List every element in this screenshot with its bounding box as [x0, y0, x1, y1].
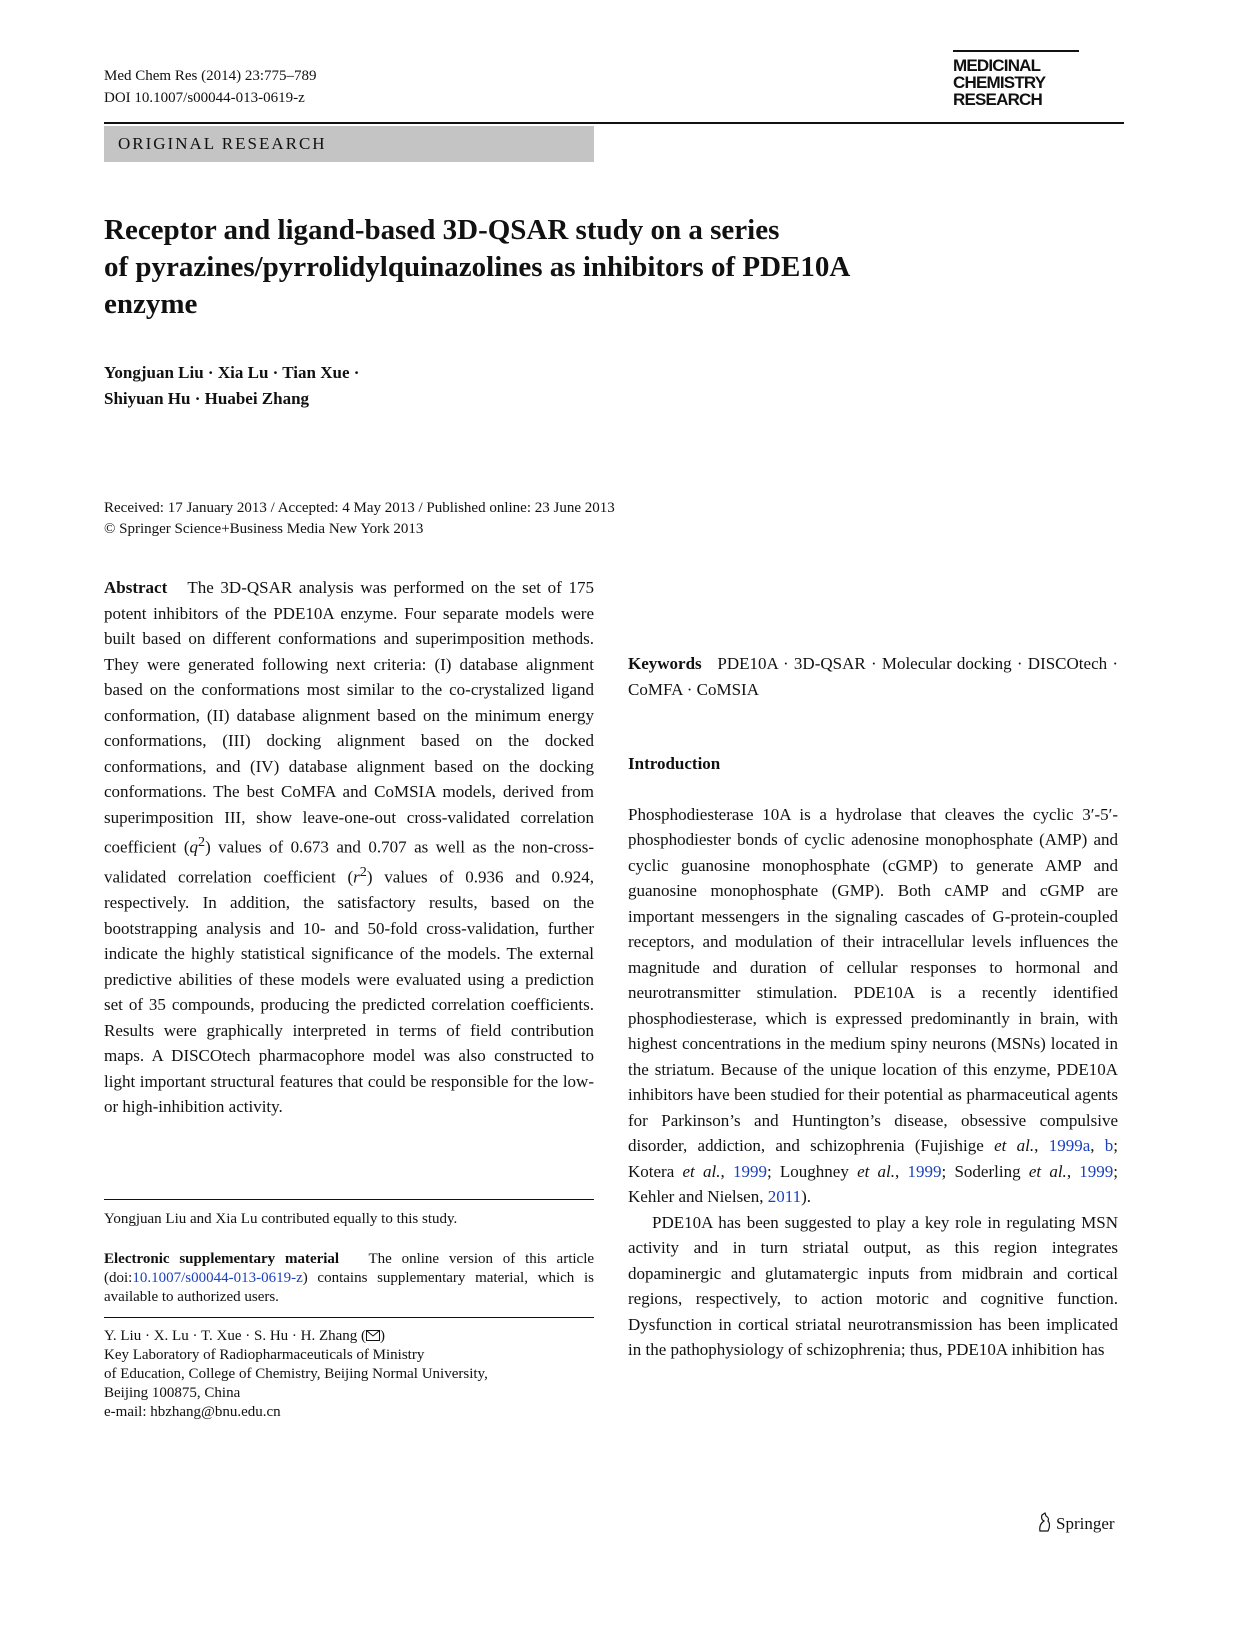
abstract-column-left — [104, 575, 594, 1120]
journal-reference — [104, 65, 316, 109]
journal-citation: Med Chem Res (2014) 23:775–789 — [104, 68, 317, 84]
section-heading-introduction: Introduction — [628, 754, 721, 773]
keywords-label: Keywords — [628, 654, 702, 673]
citation-link[interactable]: b — [1104, 1136, 1114, 1155]
doi-link[interactable]: 10.1007/s00044-013-0619-z — [132, 1270, 303, 1286]
abstract: Abstract The 3D-QSAR analysis was performed on the set of 175 potent inhibitors of the PDE10A enzyme. Four separate models were built based on different conformations and superimposition methods. They were generated following next criteria: (I) database alignment based on the conformations most similar to the co-crystalized ligand conformation, (II) database alignment based on the minimum energy conformations, (III) docking alignment based on the docked conformations, and (IV) database alignment based on the docking conformations. The best CoMFA and CoMSIA models, derived from superimposition III, show leave-one-out cross-validated correlation coefficient $(q^2)$ values of 0.673 and 0.707 as well as the non-cross-validated correlation coefficient $(r^2)$ values of 0.936 and 0.924, respectively. In addition, the satisfactory results, based on the bootstrapping analysis and 10- and 50-fold cross-validation, further indicate the highly statistical significance of the models. The external predictive abilities of these models were evaluated using a prediction set of 35 compounds, producing the predicted correlation coefficients. Results were graphically interpreted in terms of field contribution maps. A DISCOtech pharmacophore model was also constructed to light important structural features that could be responsible for the low- or high-inhibition activity. — [104, 578, 594, 1117]
copyright-line: © Springer Science+Business Media New York 2013 — [104, 521, 424, 537]
citation-link[interactable]: 1999 — [907, 1161, 942, 1181]
footnote-affiliation: Y. Liu · X. Lu · T. Xue · S. Hu · H. Zhang ( ) Key Laboratory of Radiopharmaceuticals of Ministry of Education, College of Chemistry, Beijing Normal University, Beijing 100875, China e-mail: hbzhang@bnu.edu.cn — [104, 1327, 594, 1422]
section-banner: ORIGINAL RESEARCH — [104, 126, 594, 162]
author-list: Yongjuan Liu · Xia Lu · Tian Xue · Shiyuan Hu · Huabei Zhang — [104, 363, 360, 408]
doi-line: DOI 10.1007/s00044-013-0619-z — [104, 90, 305, 106]
main-column-right — [628, 575, 1118, 1363]
abstract-label: Abstract — [104, 578, 168, 597]
footnote-rule — [104, 1199, 594, 1200]
footnote-equal-contribution: Yongjuan Liu and Xia Lu contributed equally to this study. — [104, 1211, 458, 1227]
citation-link[interactable]: 2011 — [767, 1187, 802, 1206]
journal-logo: MEDICINAL CHEMISTRY RESEARCH — [953, 50, 1079, 108]
envelope-icon — [366, 1330, 380, 1341]
publication-dates — [104, 498, 615, 540]
citation-link[interactable]: 1999a — [1048, 1136, 1091, 1155]
citation-link[interactable]: 1999 — [1079, 1161, 1114, 1181]
footnote-rule — [104, 1317, 594, 1318]
paper-title: Receptor and ligand-based 3D-QSAR study on a series of pyrazines/pyrrolidylquinazolines as inhibitors of PDE10A enzyme — [104, 214, 851, 320]
dates-line: Received: 17 January 2013 / Accepted: 4 May 2013 / Published online: 23 June 2013 — [104, 500, 615, 516]
publisher-footer: Springer — [1036, 1512, 1115, 1535]
footnote-esm: Electronic supplementary material The online version of this article (doi:10.1007/s00044-013-0619-z) contains supplementary material, which is available to authorized users. — [104, 1251, 595, 1305]
abstract-continuation-space — [628, 575, 1118, 626]
keywords: Keywords PDE10A · 3D-QSAR · Molecular docking · DISCOtech · CoMFA · CoMSIA — [628, 654, 1119, 699]
email-address: e-mail: hbzhang@bnu.edu.cn — [104, 1404, 281, 1420]
springer-horse-icon — [1036, 1512, 1052, 1532]
intro-paragraph-1: Phosphodiesterase 10A is a hydrolase that cleaves the cyclic 3′-5′-phosphodiester bonds of cyclic adenosine monophosphate (AMP) and cyclic guanosine monophosphate (cGMP) to generate AMP and guanosine monophosphate (GMP). Both cAMP and cGMP are important messengers in the signaling cascades of G-protein-coupled receptors, and modulation of their intracellular levels influences the magnitude and duration of cellular responses to hormonal and neurotransmitter stimulation. PDE10A is a recently identified phosphodiesterase, which is expressed predominantly in brain, with highest concentrations in the medium spiny neurons (MSNs) located in the striatum. Because of the unique location of this enzyme, PDE10A inhibitors have been studied for their potential as pharmaceutical agents for Parkinson’s and Huntington’s disease, obsessive compulsive disorder, addiction, and schizophrenia (Fujishige et al., 1999a, b; Kotera et al., 1999; Loughney et al., 1999; Soderling et al., 1999; Kehler and Nielsen, 2011). — [628, 804, 1119, 1206]
intro-paragraph-2: PDE10A has been suggested to play a key role in regulating MSN activity and in turn striatal output, as this region integrates dopaminergic and glutamatergic inputs from midbrain and cortical regions, respectively, to action motoric and cognitive function. Dysfunction in cortical striatal neurotransmission has been implicated in the pathophysiology of schizophrenia; thus, PDE10A inhibition has — [628, 1212, 1118, 1359]
citation-link[interactable]: 1999 — [732, 1161, 767, 1181]
header-rule — [104, 122, 1124, 124]
